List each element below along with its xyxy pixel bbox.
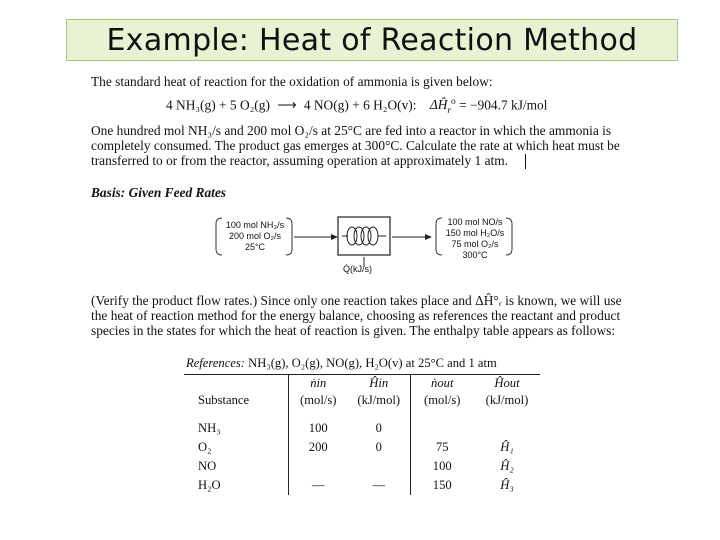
product-h2o: 150 mol H₂O/s <box>445 228 505 238</box>
table-cell: 100 <box>410 457 474 476</box>
table-cell: Ĥ₂ <box>500 459 514 473</box>
table-cell: 200 <box>288 438 348 457</box>
table-cell <box>348 457 410 476</box>
product-stream-label <box>437 217 513 261</box>
references-text: NH₃(g), O₂(g), NO(g), H₂O(v) at 25°C and 1 atm <box>248 356 497 370</box>
statement-line-3: transferred to or from the reactor, assuming operation at approximately 1 atm. <box>91 153 509 168</box>
table-row <box>184 438 540 457</box>
table-header-top <box>184 375 540 393</box>
table-cell: O₂ <box>198 440 212 454</box>
table-row <box>184 419 540 438</box>
table-cell: — <box>288 476 348 495</box>
delta-h-sub: r <box>447 106 452 117</box>
references-line <box>186 356 497 371</box>
header-bottom: (kJ/mol) <box>357 393 401 407</box>
equation-lhs: 4 NH₃(g) + 5 O₂(g) <box>166 97 270 113</box>
product-no: 100 mol NO/s <box>447 217 503 227</box>
header-bottom: (mol/s) <box>288 392 348 419</box>
text-cursor <box>525 154 526 169</box>
feed-stream-label <box>219 220 291 253</box>
discussion-line-1: (Verify the product flow rates.) Since only one reaction takes place and ΔĤ°ᵣ is known, we will use <box>91 293 622 308</box>
header-top <box>184 375 288 393</box>
table-cell: 75 <box>410 438 474 457</box>
discussion-line-3: species in the states for which the heat of reaction is given. The enthalpy table appears as follows: <box>91 323 616 338</box>
table-cell: 150 <box>410 476 474 495</box>
table-cell: H₂O <box>198 478 221 492</box>
table-cell: Ĥ₃ <box>500 478 514 492</box>
delta-h-value: = −904.7 kJ/mol <box>459 97 548 113</box>
references-label: References: <box>186 356 245 370</box>
table-cell: Ĥ₁ <box>500 440 514 454</box>
equation-rhs: 4 NO(g) + 6 H₂O(v): <box>303 97 417 113</box>
header-top: ṅout <box>410 375 474 393</box>
table-header-bottom <box>184 392 540 419</box>
feed-arrowhead <box>331 234 338 240</box>
enthalpy-table <box>184 374 540 495</box>
header-top: ṅin <box>288 375 348 393</box>
table-cell: NH₃ <box>198 421 221 435</box>
header-bottom: (kJ/mol) <box>485 393 529 407</box>
feed-o2: 200 mol O₂/s <box>228 231 281 241</box>
equation-arrow: ⟶ <box>277 97 297 113</box>
reaction-equation <box>166 97 547 116</box>
header-top: Ĥin <box>348 375 410 393</box>
delta-h-sup: o <box>451 97 456 107</box>
header-top: Ĥout <box>474 375 540 393</box>
statement-line-1: One hundred mol NH₃/s and 200 mol O₂/s at 25°C are fed into a reactor in which the ammonia is <box>91 123 612 138</box>
table-cell <box>474 419 540 438</box>
basis-heading: Basis: Given Feed Rates <box>91 185 227 200</box>
product-o2: 75 mol O₂/s <box>451 239 499 249</box>
product-temp: 300°C <box>462 250 488 260</box>
delta-h-symbol: ΔĤ <box>429 97 448 113</box>
header-bottom: (mol/s) <box>410 392 474 419</box>
table-cell <box>288 457 348 476</box>
discussion-line-2: the heat of reaction method for the energy balance, choosing as references the reactant and product <box>91 308 621 323</box>
table-row <box>184 476 540 495</box>
header-bottom: Substance <box>198 393 250 407</box>
table-cell: 0 <box>375 421 382 435</box>
heating-coil-icon <box>342 227 386 245</box>
table-row <box>184 457 540 476</box>
slide-title: Example: Heat of Reaction Method <box>106 22 638 58</box>
feed-nh3: 100 mol NH₃/s <box>225 220 285 230</box>
product-arrowhead <box>425 234 432 240</box>
problem-intro: The standard heat of reaction for the oxidation of ammonia is given below: <box>91 74 493 89</box>
table-cell: NO <box>198 459 217 473</box>
table-cell: 100 <box>288 419 348 438</box>
statement-line-2: completely consumed. The product gas emerges at 300°C. Calculate the rate at which heat must be <box>91 138 620 153</box>
slide-title-box <box>66 19 678 61</box>
heat-rate-label: Q̇(kJ/s) <box>343 264 372 274</box>
table-cell: 0 <box>375 440 382 454</box>
table-cell: — <box>372 478 386 492</box>
feed-temp: 25°C <box>244 242 266 252</box>
table-cell <box>410 419 474 438</box>
